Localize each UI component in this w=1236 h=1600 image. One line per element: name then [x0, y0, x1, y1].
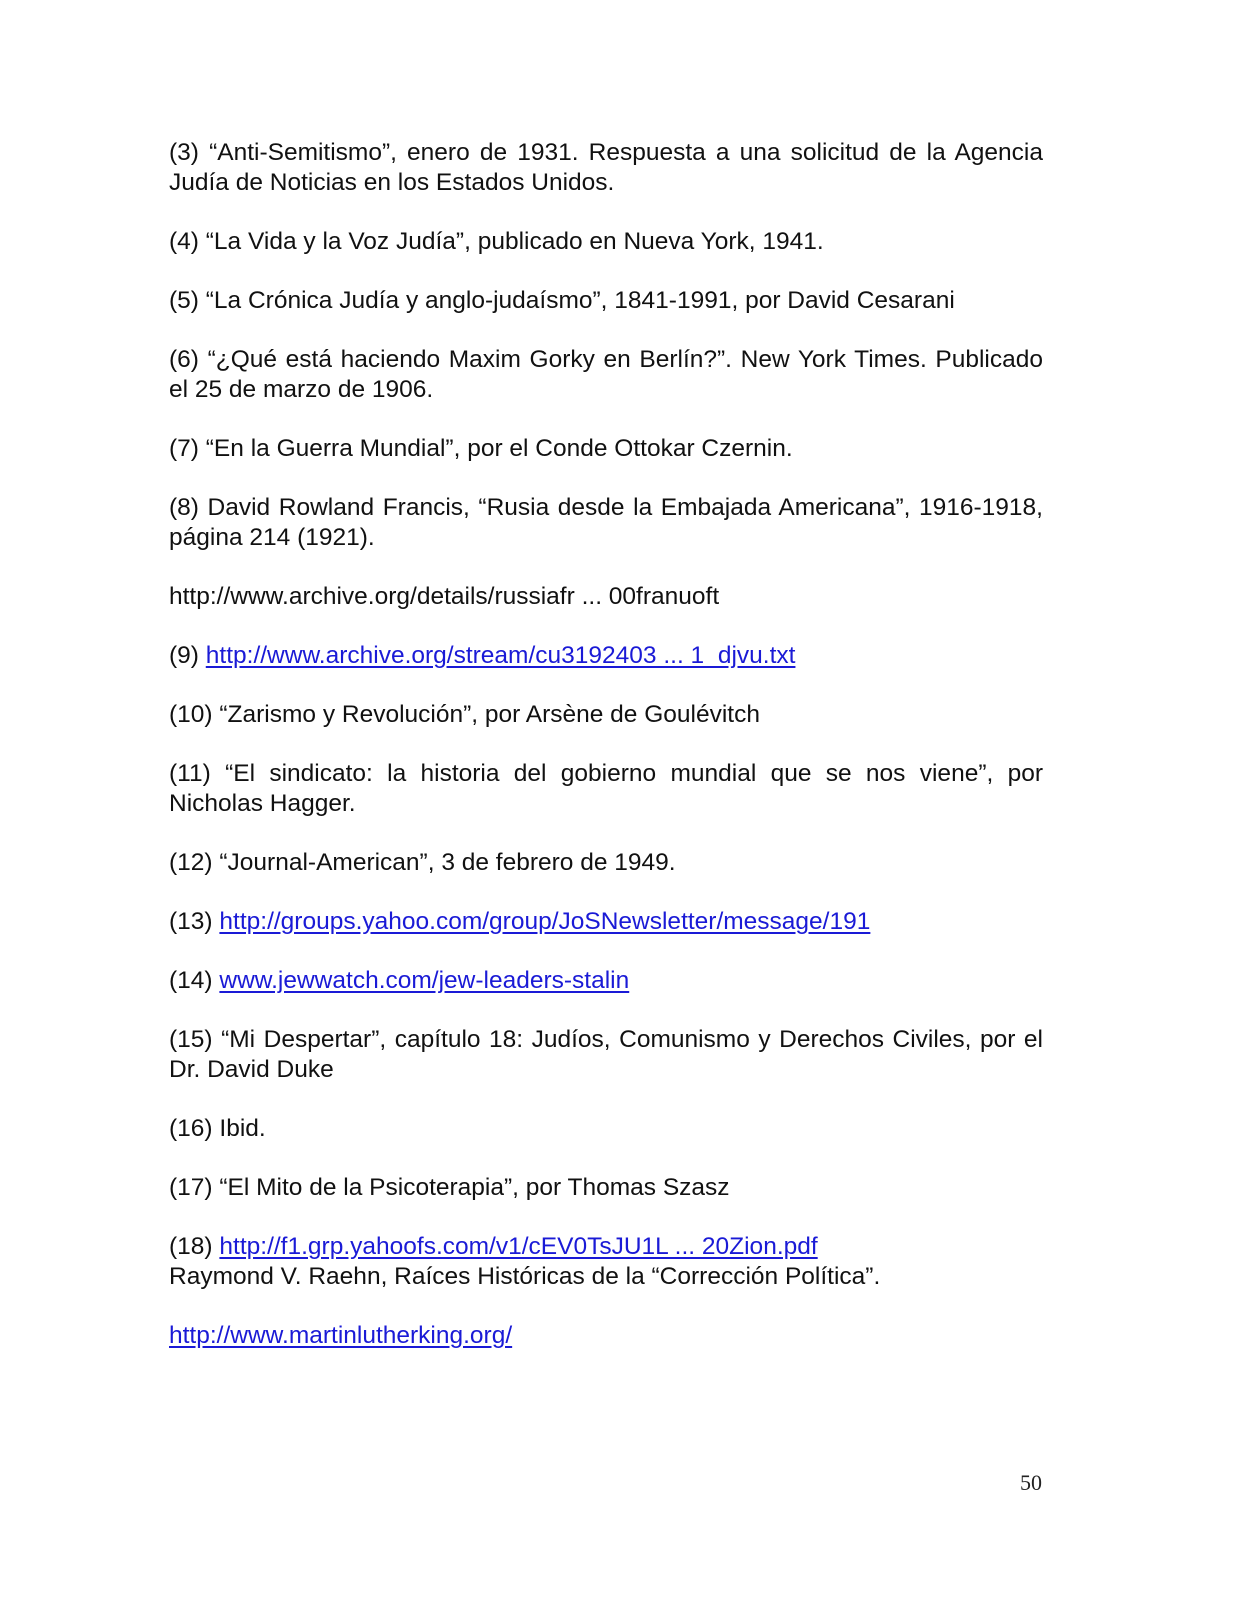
footnote-number: (4)	[169, 228, 199, 255]
footnote-12	[169, 848, 1043, 878]
footnote-10	[169, 700, 1043, 730]
footnote-number: (17)	[169, 1174, 213, 1201]
footnote-14	[169, 966, 1043, 996]
footnote-17	[169, 1173, 1043, 1203]
footnote-number: (14)	[169, 967, 213, 994]
plain-url: http://www.archive.org/details/russiafr ... 00franuoft	[169, 583, 720, 610]
footnote-number: (16)	[169, 1115, 213, 1142]
footnote-18	[169, 1232, 1043, 1292]
footnote-3	[169, 138, 1043, 198]
footnote-text: “El Mito de la Psicoterapia”, por Thomas Szasz	[219, 1174, 730, 1201]
footnote-11	[169, 759, 1043, 819]
footnote-number: (9)	[169, 642, 199, 669]
footnote-text: Raymond V. Raehn, Raíces Históricas de la “Corrección Política”.	[169, 1263, 881, 1290]
footnote-text: “El sindicato: la historia del gobierno mundial que se nos viene”, por Nicholas Hagger.	[169, 760, 1043, 817]
footnote-number: (6)	[169, 346, 199, 373]
footnote-text: “En la Guerra Mundial”, por el Conde Ottokar Czernin.	[205, 435, 793, 462]
footnote-5	[169, 286, 1043, 316]
footnote-number: (18)	[169, 1233, 213, 1260]
footnote-13	[169, 907, 1043, 937]
footnote-number: (13)	[169, 908, 213, 935]
footnote-text: “Anti-Semitismo”, enero de 1931. Respuesta a una solicitud de la Agencia Judía de Noticias en los Estados Unidos.	[169, 139, 1043, 196]
footnote-text: “Journal-American”, 3 de febrero de 1949.	[219, 849, 676, 876]
footnote-8	[169, 493, 1043, 553]
final-link-line	[169, 1321, 1043, 1351]
footnote-number: (7)	[169, 435, 199, 462]
footnote-7	[169, 434, 1043, 464]
footnote-link[interactable]: www.jewwatch.com/jew-leaders-stalin	[219, 967, 630, 994]
footnote-number: (3)	[169, 139, 199, 166]
footnote-text: David Rowland Francis, “Rusia desde la Embajada Americana”, 1916-1918, página 214 (1921).	[169, 494, 1043, 551]
footnote-number: (10)	[169, 701, 213, 728]
footnote-text: “Zarismo y Revolución”, por Arsène de Goulévitch	[219, 701, 760, 728]
footnote-4	[169, 227, 1043, 257]
footnote-number: (8)	[169, 494, 199, 521]
footnotes-list	[169, 138, 1043, 1380]
footnote-text: Ibid.	[219, 1115, 266, 1142]
martin-luther-king-link[interactable]: http://www.martinlutherking.org/	[169, 1322, 513, 1349]
footnote-6	[169, 345, 1043, 405]
footnote-15	[169, 1025, 1043, 1085]
footnote-number: (5)	[169, 287, 199, 314]
footnote-text: “Mi Despertar”, capítulo 18: Judíos, Comunismo y Derechos Civiles, por el Dr. David Duke	[169, 1026, 1043, 1083]
plain-url-line	[169, 582, 1043, 612]
footnote-text: “La Vida y la Voz Judía”, publicado en Nueva York, 1941.	[205, 228, 824, 255]
footnote-9	[169, 641, 1043, 671]
footnote-number: (12)	[169, 849, 213, 876]
footnote-link[interactable]: http://groups.yahoo.com/group/JoSNewsletter/message/191	[219, 908, 871, 935]
page-number: 50	[1020, 1470, 1042, 1495]
footnote-text: “¿Qué está haciendo Maxim Gorky en Berlín?”. New York Times. Publicado el 25 de marzo de 1906.	[169, 346, 1044, 403]
footnote-number: (15)	[169, 1026, 213, 1053]
footnote-text: “La Crónica Judía y anglo-judaísmo”, 1841-1991, por David Cesarani	[205, 287, 955, 314]
footnote-link[interactable]: http://f1.grp.yahoofs.com/v1/cEV0TsJU1L ... 20Zion.pdf	[219, 1233, 818, 1260]
footnote-number: (11)	[169, 760, 211, 787]
footnote-link[interactable]: http://www.archive.org/stream/cu3192403 ... 1_djvu.txt	[205, 642, 796, 669]
footnote-18-first-line	[169, 1232, 1043, 1262]
footnote-16	[169, 1114, 1043, 1144]
